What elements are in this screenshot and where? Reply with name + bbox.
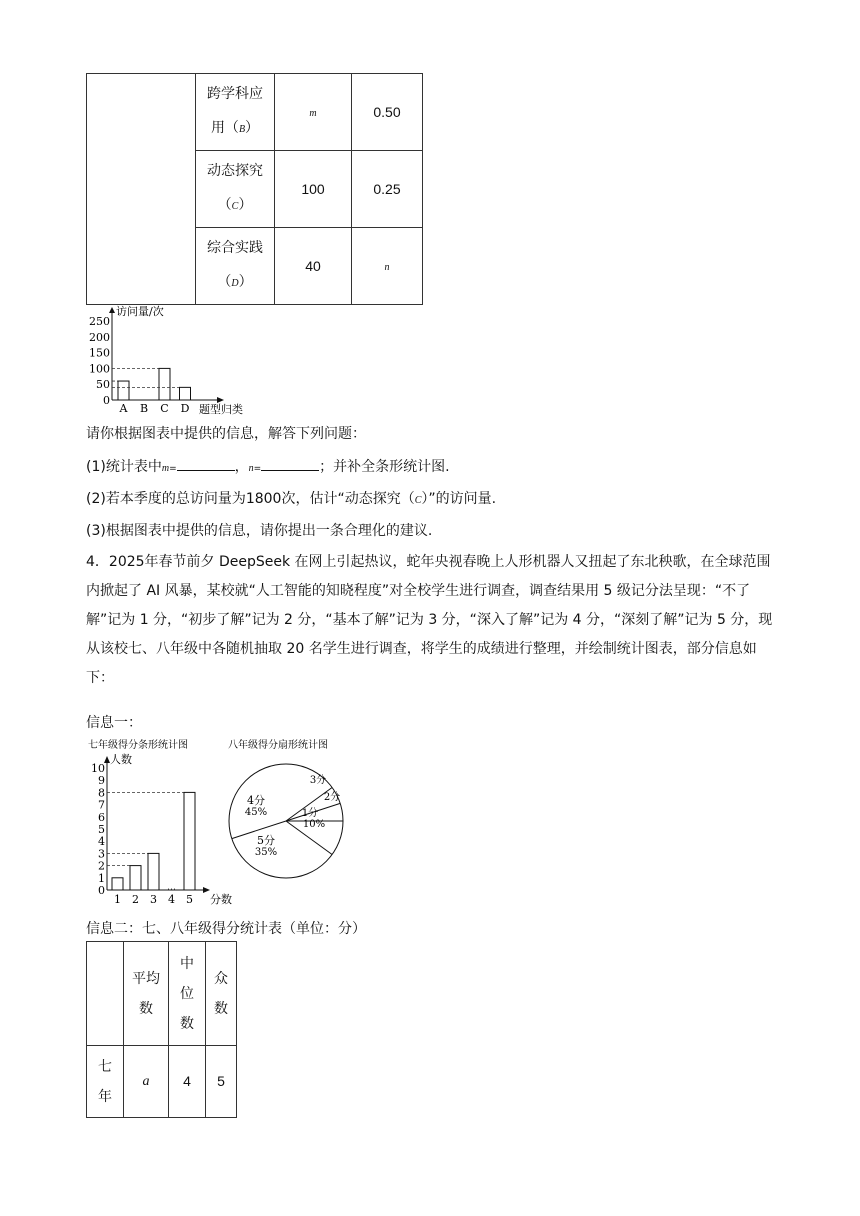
y-tick-label: 250 xyxy=(89,315,110,328)
text: (2)若本季度的总访问量为1800次，估计“动态探究（ xyxy=(86,491,415,507)
x-axis-label: 题型归类 xyxy=(199,403,243,415)
q3-part3: (3)根据图表中提供的信息，请你提出一条合理化的建议. xyxy=(86,523,433,539)
header-text: 平均 xyxy=(132,970,160,987)
x-tick-label: 5 xyxy=(186,893,193,906)
cell-value: 5 xyxy=(217,1073,225,1089)
slice-percent: 10% xyxy=(302,819,326,830)
y-tick-label: 10 xyxy=(91,762,105,775)
answer-blank-n[interactable] xyxy=(261,456,319,471)
cell-value: 40 xyxy=(305,257,321,274)
q3-part1 xyxy=(86,456,450,476)
equals: = xyxy=(169,464,177,474)
cell-value: m xyxy=(309,108,317,119)
info2-label: 信息二：七、八年级得分统计表（单位：分） xyxy=(86,921,366,937)
bar-score-3 xyxy=(148,853,159,890)
ratio-cell-d xyxy=(352,228,423,305)
ratio-cell-c xyxy=(352,151,423,228)
header-text: 众 xyxy=(214,970,228,987)
cell-value: 0.25 xyxy=(373,180,401,197)
q3-part2 xyxy=(86,488,496,508)
cell-mode xyxy=(206,1046,237,1118)
y-tick-label: 6 xyxy=(98,810,105,824)
q3-intro: 请你根据图表中提供的信息，解答下列问题： xyxy=(86,426,366,442)
y-tick-label: 9 xyxy=(98,774,105,788)
answer-blank-m[interactable] xyxy=(177,456,235,471)
y-tick-label: 100 xyxy=(89,362,110,376)
var-c: C xyxy=(414,495,422,506)
chart-title: 七年级得分条形统计图 xyxy=(88,740,188,751)
x-tick-label: B xyxy=(139,402,149,415)
count-cell-d xyxy=(275,228,352,305)
y-tick-label: 5 xyxy=(98,823,105,836)
info1-label: 信息一： xyxy=(86,715,142,731)
x-tick-label: 3 xyxy=(150,893,157,906)
y-tick-label: 150 xyxy=(89,346,110,360)
header-text: 数 xyxy=(214,1000,228,1017)
row-text: 七 xyxy=(98,1058,112,1075)
cell-text: ） xyxy=(245,120,260,136)
cell-value: 100 xyxy=(301,180,325,197)
cell-text: ） xyxy=(238,274,253,290)
bar-D xyxy=(180,387,191,400)
header-text: 数 xyxy=(139,1000,153,1017)
score-stats-table xyxy=(86,941,237,1118)
row-label-grade7 xyxy=(87,1046,124,1118)
bar-score-2 xyxy=(130,866,141,890)
y-tick-label: 8 xyxy=(98,786,105,800)
x-axis-arrow xyxy=(203,887,210,893)
cell-letter: B xyxy=(238,124,246,135)
empty-header-cell xyxy=(87,942,124,1046)
slice-label: 4分 xyxy=(247,794,265,807)
x-axis-label: 分数 xyxy=(210,893,232,906)
q4-text: 4．2025年春节前夕 DeepSeek 在网上引起热议，蛇年央视春晚上人形机器人又扭起了东北秧歌，在全球范围内掀起了 AI 风暴，某校就“人工智能的知晓程度”对全校学生进行调查，调查结果用 5 级记分法呈现：“不了解”记为 1 分，“初步了解”记为 2 分，“基本了解”记为 3 分，“深入了解”记为 4 分，“深刻了解”记为 5 分，现从该校七、八年级中各随机抽取 20 名学生进行调查，将学生的成绩进行整理，并绘制统计图表，部分信息如下： xyxy=(86,554,773,686)
y-tick-label: 2 xyxy=(98,859,105,873)
header-mode xyxy=(206,942,237,1046)
header-median xyxy=(169,942,206,1046)
chart-title: 八年级得分扇形统计图 xyxy=(228,740,328,751)
count-cell-c xyxy=(275,151,352,228)
cell-text: 动态探究 xyxy=(207,163,263,179)
x-tick-label: A xyxy=(119,402,128,415)
row-text: 年 xyxy=(98,1088,112,1105)
category-cell-b xyxy=(196,74,275,151)
slice-label: 3分 xyxy=(309,775,327,786)
category-cell-c xyxy=(196,151,275,228)
x-tick-label: 1 xyxy=(114,893,121,906)
cell-text: ） xyxy=(238,197,253,213)
x-tick-label: 2 xyxy=(132,893,139,906)
category-table xyxy=(86,73,423,305)
header-text: 位 xyxy=(180,985,194,1002)
x-tick-label: D xyxy=(180,402,190,415)
text: ， xyxy=(234,459,249,475)
slice-label: 5分 xyxy=(257,834,275,847)
cell-value: 0.50 xyxy=(373,103,401,120)
y-tick-label: 200 xyxy=(89,330,110,344)
cell-value: a xyxy=(142,1074,150,1089)
text: ；并补全条形统计图. xyxy=(319,459,450,475)
var-m: m xyxy=(161,463,170,474)
bar-score-5 xyxy=(184,792,195,890)
var-n: n xyxy=(248,463,254,474)
y-tick-label: 7 xyxy=(98,798,105,812)
category-cell-d xyxy=(196,228,275,305)
y-tick-label: 3 xyxy=(98,847,105,861)
y-tick-label: 50 xyxy=(96,378,110,392)
x-tick-label: C xyxy=(160,402,169,415)
text: ）”的访问量. xyxy=(421,491,497,507)
cell-text: （ xyxy=(217,274,232,290)
cell-text: 用（ xyxy=(210,120,239,136)
bar-C xyxy=(159,368,170,400)
cell-letter: D xyxy=(231,278,239,289)
x-tick-label: 4 xyxy=(168,893,175,906)
slice-percent: 45% xyxy=(244,807,268,818)
y-tick-label: 0 xyxy=(103,394,110,407)
cell-letter: C xyxy=(231,201,239,212)
cell-mean xyxy=(124,1046,169,1118)
header-text: 中 xyxy=(180,955,194,972)
y-axis-label: 访问量/次 xyxy=(116,305,164,318)
header-text: 数 xyxy=(180,1015,194,1032)
visits-bar-chart xyxy=(86,303,256,415)
cell-value: 4 xyxy=(183,1073,191,1089)
bar-score-1 xyxy=(112,878,123,890)
slice-label: 1分 xyxy=(301,808,319,819)
y-axis-label: 人数 xyxy=(110,753,132,766)
cell-text: （ xyxy=(217,197,232,213)
equals: = xyxy=(253,464,262,474)
empty-cell xyxy=(87,74,196,305)
y-tick-label: 4 xyxy=(98,835,105,849)
y-tick-label: 1 xyxy=(98,871,105,885)
bar-A xyxy=(118,381,129,400)
cell-median xyxy=(169,1046,206,1118)
cell-value: n xyxy=(384,262,390,273)
grade8-pie-chart xyxy=(220,736,360,886)
count-cell-b xyxy=(275,74,352,151)
header-mean xyxy=(124,942,169,1046)
y-tick-label: 0 xyxy=(98,884,105,897)
text: (1)统计表中 xyxy=(86,459,162,475)
cell-text: 跨学科应 xyxy=(207,86,263,102)
ratio-cell-b xyxy=(352,74,423,151)
y-axis-arrow xyxy=(109,307,115,313)
slice-percent: 35% xyxy=(254,847,278,858)
cell-text: 综合实践 xyxy=(207,240,263,256)
slice-label: 2分 xyxy=(323,792,341,803)
